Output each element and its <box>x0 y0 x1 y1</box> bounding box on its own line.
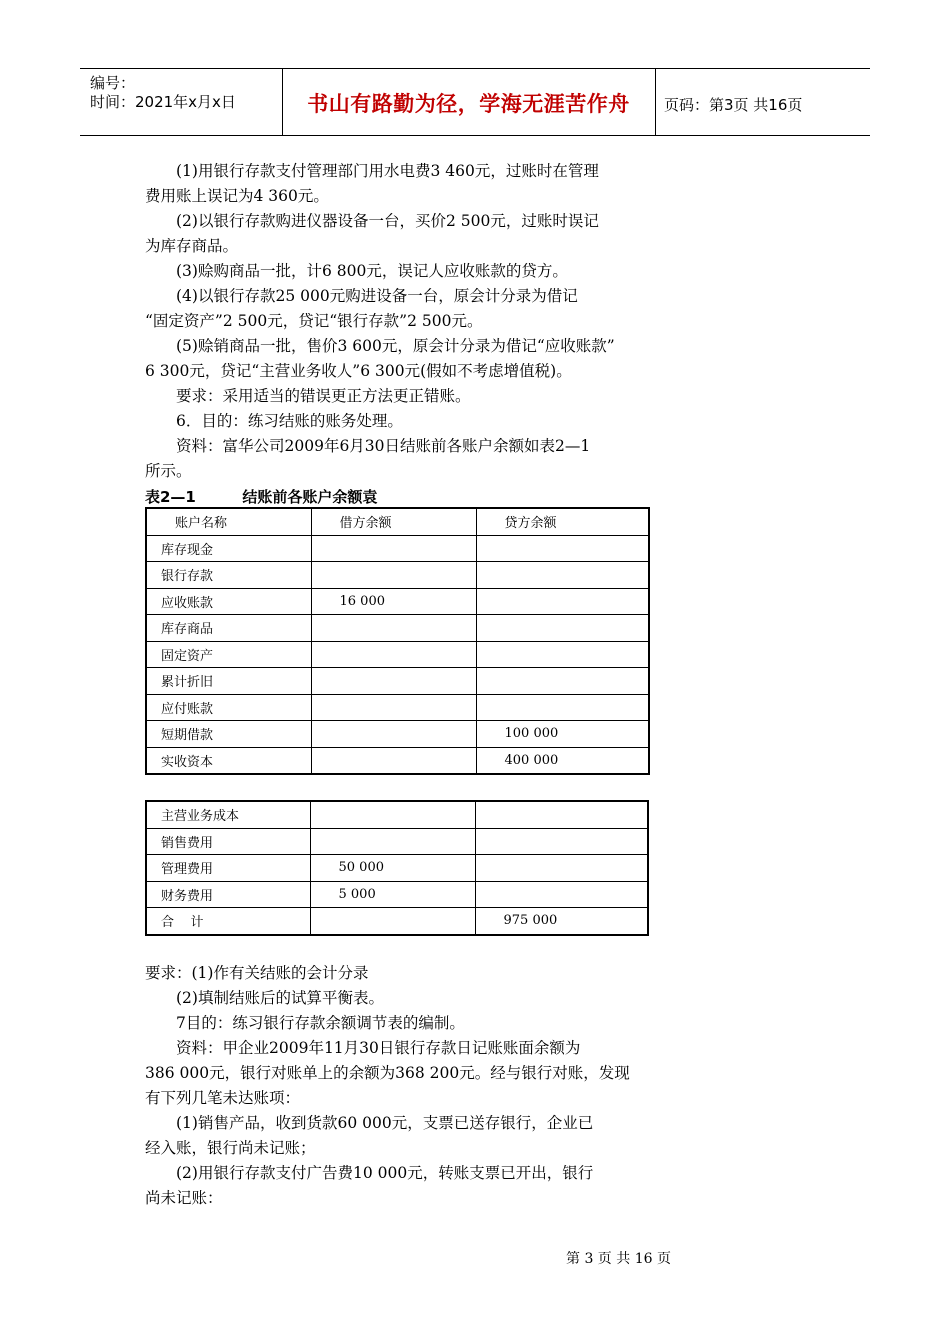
text-line: 386 000元，银行对账单上的余额为368 200元。经与银行对账，发现 <box>145 1064 630 1082</box>
account-name: 销售费用 <box>146 828 310 855</box>
header-credit: 贷方余额 <box>476 508 649 535</box>
account-name: 库存现金 <box>146 535 311 562</box>
text-line: 资料：富华公司2009年6月30日结账前各账户余额如表2—1 <box>176 437 591 455</box>
credit-cell <box>476 668 649 695</box>
credit-cell: 100 000 <box>476 721 649 748</box>
text-line: (1)用银行存款支付管理部门用水电费3 460元，过账时在管理 <box>176 162 599 180</box>
text-line: (1)销售产品，收到货款60 000元，支票已送存银行，企业已 <box>176 1114 594 1132</box>
account-name: 应收账款 <box>146 588 311 615</box>
credit-cell <box>476 641 649 668</box>
account-name: 短期借款 <box>146 721 311 748</box>
debit-cell <box>310 801 475 828</box>
debit-cell <box>311 694 476 721</box>
credit-cell <box>476 588 649 615</box>
header-motto: 书山有路勤为径，学海无涯苦作舟 <box>307 92 630 116</box>
text-line: 资料：甲企业2009年11月30日银行存款日记账账面余额为 <box>176 1039 581 1057</box>
debit-cell <box>310 908 475 935</box>
debit-cell: 5 000 <box>310 881 475 908</box>
table-row <box>146 828 648 855</box>
table-row <box>146 562 649 589</box>
header-top-rule <box>80 68 870 69</box>
account-name: 应付账款 <box>146 694 311 721</box>
text-line: 为库存商品。 <box>145 237 239 255</box>
credit-cell <box>476 562 649 589</box>
table-row <box>146 641 649 668</box>
text-line: (2)填制结账后的试算平衡表。 <box>176 989 384 1007</box>
account-name: 累计折旧 <box>146 668 311 695</box>
text-line: (2)以银行存款购进仪器设备一台，买价2 500元，过账时误记 <box>176 212 599 230</box>
credit-cell <box>475 801 648 828</box>
header-code: 编号： <box>90 74 136 92</box>
header-bottom-rule <box>80 135 870 136</box>
text-line: 经入账，银行尚未记账； <box>145 1139 316 1157</box>
debit-cell: 16 000 <box>311 588 476 615</box>
table-row <box>146 588 649 615</box>
table-row <box>146 668 649 695</box>
account-name: 库存商品 <box>146 615 311 642</box>
balance-table-part-1 <box>145 507 650 775</box>
credit-cell: 400 000 <box>476 747 649 774</box>
debit-cell <box>311 721 476 748</box>
table-row <box>146 855 648 882</box>
account-name: 主营业务成本 <box>146 801 310 828</box>
table-name: 结账前各账户余额袁 <box>242 488 378 506</box>
text-line: 所示。 <box>145 462 192 480</box>
header-divider-2 <box>655 68 656 135</box>
table-row <box>146 747 649 774</box>
table-row <box>146 694 649 721</box>
table-row <box>146 535 649 562</box>
credit-cell <box>475 881 648 908</box>
text-line: 6．目的：练习结账的账务处理。 <box>176 412 403 430</box>
credit-cell <box>476 535 649 562</box>
account-name: 实收资本 <box>146 747 311 774</box>
table-header-row <box>146 508 649 535</box>
debit-cell <box>311 562 476 589</box>
text-line: (3)赊购商品一批，计6 800元，误记人应收账款的贷方。 <box>176 262 568 280</box>
table-row <box>146 801 648 828</box>
header-page-info: 页码：第3页 共16页 <box>664 96 803 114</box>
balance-table-part-2 <box>145 800 649 936</box>
text-line: 要求：(1)作有关结账的会计分录 <box>145 964 369 982</box>
header-date: 时间：2021年x月x日 <box>90 93 236 111</box>
table-total-row <box>146 908 648 935</box>
credit-cell <box>476 694 649 721</box>
debit-cell <box>311 747 476 774</box>
debit-cell <box>311 668 476 695</box>
table-number: 表2—1 <box>145 488 196 506</box>
text-line: 有下列几笔未达账项： <box>145 1089 301 1107</box>
account-name: 银行存款 <box>146 562 311 589</box>
text-line: 6 300元，贷记“主营业务收人”6 300元(假如不考虑增值税)。 <box>145 362 572 380</box>
debit-cell <box>311 535 476 562</box>
text-line: (5)赊销商品一批，售价3 600元，原会计分录为借记“应收账款” <box>176 337 615 355</box>
credit-total-cell: 975 000 <box>475 908 648 935</box>
text-line: (4)以银行存款25 000元购进设备一台，原会计分录为借记 <box>176 287 578 305</box>
table-caption <box>145 486 377 507</box>
account-name: 管理费用 <box>146 855 310 882</box>
debit-cell <box>310 828 475 855</box>
account-name: 固定资产 <box>146 641 311 668</box>
text-line: 费用账上误记为4 360元。 <box>145 187 329 205</box>
debit-cell: 50 000 <box>310 855 475 882</box>
table-row <box>146 881 648 908</box>
header-debit: 借方余额 <box>311 508 476 535</box>
table-row <box>146 721 649 748</box>
text-line: 要求：采用适当的错误更正方法更正错账。 <box>176 387 471 405</box>
text-line: (2)用银行存款支付广告费10 000元，转账支票已开出，银行 <box>176 1164 594 1182</box>
header-account-name: 账户名称 <box>146 508 311 535</box>
credit-cell <box>475 828 648 855</box>
debit-cell <box>311 641 476 668</box>
text-line: 尚未记账： <box>145 1189 223 1207</box>
text-line: 7目的：练习银行存款余额调节表的编制。 <box>176 1014 465 1032</box>
credit-cell <box>476 615 649 642</box>
debit-cell <box>311 615 476 642</box>
credit-cell <box>475 855 648 882</box>
text-line: “固定资产”2 500元，贷记“银行存款”2 500元。 <box>145 312 483 330</box>
table-row <box>146 615 649 642</box>
page-footer: 第 3 页 共 16 页 <box>566 1251 671 1267</box>
account-name: 财务费用 <box>146 881 310 908</box>
total-label: 合 计 <box>146 908 310 935</box>
